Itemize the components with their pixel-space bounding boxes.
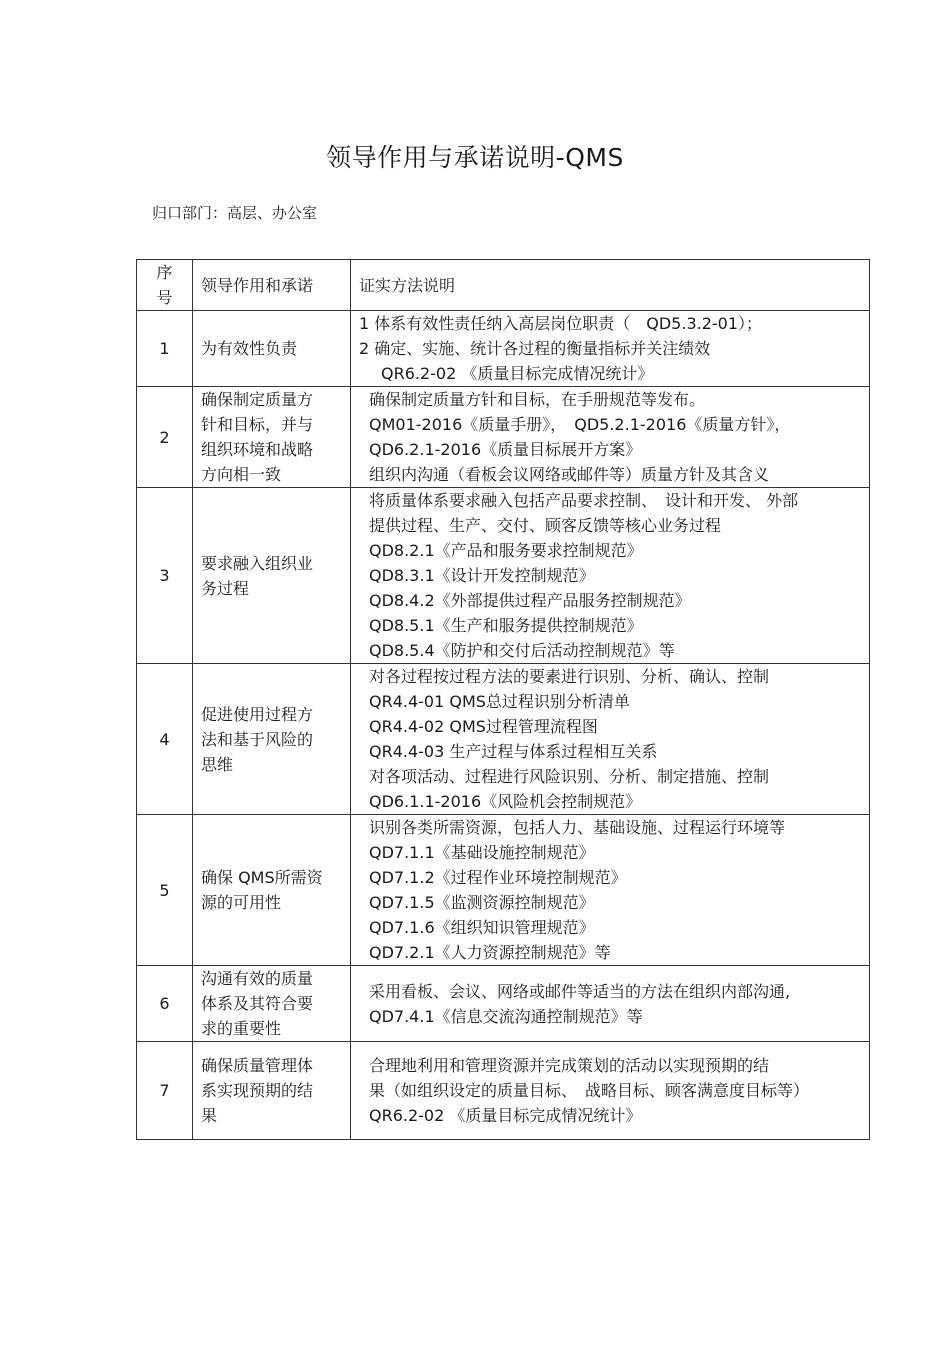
evidence-cell: 识别各类所需资源，包括人力、基础设施、过程运行环境等 QD7.1.1《基础设施控制规范》 QD7.1.2《过程作业环境控制规范》 QD7.1.5《监测资源控制规范》 QD7.1.6《组织知识管理规范》 QD7.2.1《人力资源控制规范》等 bbox=[351, 815, 870, 966]
role-cell: 沟通有效的质量 体系及其符合要 求的重要性 bbox=[193, 966, 351, 1042]
row-number: 2 bbox=[137, 387, 193, 488]
leadership-table bbox=[136, 259, 870, 1140]
header-no: 序 号 bbox=[137, 260, 193, 311]
table-row bbox=[137, 387, 870, 488]
evidence-cell: 1 体系有效性责任纳入高层岗位职责（ QD5.3.2-01）； 2 确定、实施、统计各过程的衡量指标并关注绩效 QR6.2-02 《质量目标完成情况统计》 bbox=[351, 311, 870, 387]
table-row bbox=[137, 488, 870, 664]
evidence-cell: 将质量体系要求融入包括产品要求控制、 设计和开发、 外部 提供过程、生产、交付、顾客反馈等核心业务过程 QD8.2.1《产品和服务要求控制规范》 QD8.3.1《设计开发控制规范》 QD8.4.2《外部提供过程产品服务控制规范》 QD8.5.1《生产和服务提供控制规范》 QD8.5.4《防护和交付后活动控制规范》等 bbox=[351, 488, 870, 664]
row-number: 1 bbox=[137, 311, 193, 387]
department-line: 归口部门：高层、办公室 bbox=[152, 204, 318, 222]
table-row bbox=[137, 966, 870, 1042]
table-row bbox=[137, 664, 870, 815]
table-row bbox=[137, 311, 870, 387]
role-cell: 要求融入组织业 务过程 bbox=[193, 488, 351, 664]
document-title: 领导作用与承诺说明-QMS bbox=[326, 143, 624, 172]
evidence-cell: 确保制定质量方针和目标，在手册规范等发布。 QM01-2016《质量手册》， QD5.2.1-2016《质量方针》， QD6.2.1-2016《质量目标展开方案》 组织内沟通（看板会议网络或邮件等）质量方针及其含义 bbox=[351, 387, 870, 488]
role-cell: 确保制定质量方 针和目标，并与 组织环境和战略 方向相一致 bbox=[193, 387, 351, 488]
evidence-cell: 采用看板、会议、网络或邮件等适当的方法在组织内部沟通, QD7.4.1《信息交流沟通控制规范》等 bbox=[351, 966, 870, 1042]
role-cell: 确保质量管理体 系实现预期的结 果 bbox=[193, 1042, 351, 1140]
row-number: 7 bbox=[137, 1042, 193, 1140]
header-evidence: 证实方法说明 bbox=[351, 260, 870, 311]
row-number: 5 bbox=[137, 815, 193, 966]
role-cell: 确保 QMS所需资 源的可用性 bbox=[193, 815, 351, 966]
role-cell: 为有效性负责 bbox=[193, 311, 351, 387]
table-header-row bbox=[137, 260, 870, 311]
evidence-cell: 合理地利用和管理资源并完成策划的活动以实现预期的结 果（如组织设定的质量目标、 战略目标、顾客满意度目标等） QR6.2-02 《质量目标完成情况统计》 bbox=[351, 1042, 870, 1140]
row-number: 4 bbox=[137, 664, 193, 815]
role-cell: 促进使用过程方 法和基于风险的 思维 bbox=[193, 664, 351, 815]
row-number: 3 bbox=[137, 488, 193, 664]
row-number: 6 bbox=[137, 966, 193, 1042]
header-role: 领导作用和承诺 bbox=[193, 260, 351, 311]
table-row bbox=[137, 1042, 870, 1140]
table-row bbox=[137, 815, 870, 966]
evidence-cell: 对各过程按过程方法的要素进行识别、分析、确认、控制 QR4.4-01 QMS总过程识别分析清单 QR4.4-02 QMS过程管理流程图 QR4.4-03 生产过程与体系过程相互关系 对各项活动、过程进行风险识别、分析、制定措施、控制 QD6.1.1-2016《风险机会控制规范》 bbox=[351, 664, 870, 815]
